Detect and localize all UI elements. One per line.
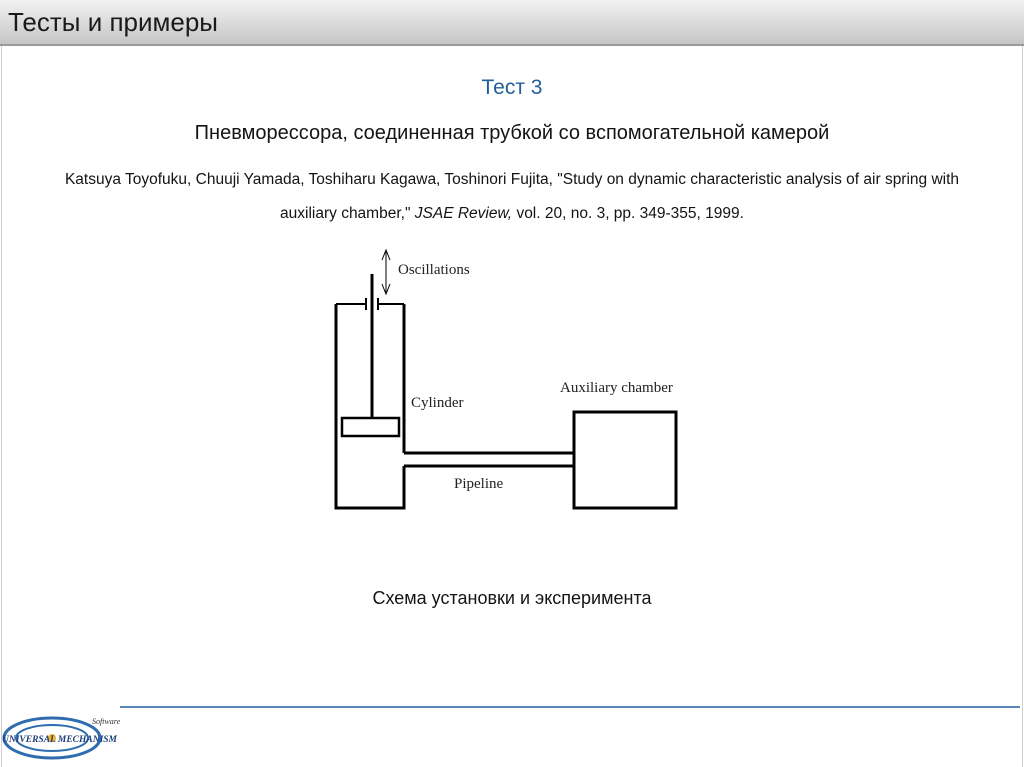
slide-header-title: Тесты и примеры bbox=[8, 7, 218, 37]
label-cylinder: Cylinder bbox=[411, 395, 464, 411]
frame-left-border bbox=[1, 46, 2, 767]
air-spring-diagram bbox=[320, 246, 720, 521]
label-auxiliary-chamber: Auxiliary chamber bbox=[560, 380, 673, 396]
slide-header bbox=[0, 0, 1024, 46]
reference-authors: Katsuya Toyofuku, Chuuji Yamada, Toshiharu Kagawa, Toshinori Fujita, "Study on dynamic characteristic analysis of air spring with auxiliary chamber," bbox=[64, 171, 960, 222]
figure-caption: Схема установки и эксперимента bbox=[372, 588, 652, 608]
logo-software-text: Software bbox=[92, 717, 121, 726]
slide-subtitle: Пневморессора, соединенная трубкой со вспомогательной камерой bbox=[194, 122, 830, 144]
cylinder-outline bbox=[336, 304, 404, 508]
test-title: Тест 3 bbox=[481, 76, 543, 99]
frame-right-border bbox=[1022, 46, 1023, 767]
piston bbox=[342, 418, 399, 436]
footer-divider bbox=[120, 706, 1020, 708]
reference-citation bbox=[40, 163, 984, 231]
label-pipeline: Pipeline bbox=[454, 476, 504, 492]
reference-journal: JSAE Review, bbox=[414, 205, 513, 222]
reference-details: vol. 20, no. 3, pp. 349-355, 1999. bbox=[516, 205, 744, 222]
universal-mechanism-logo bbox=[0, 708, 122, 766]
auxiliary-chamber bbox=[574, 412, 676, 508]
label-oscillations: Oscillations bbox=[398, 262, 470, 278]
logo-brand-text: UNIVERSAL MECHANISM bbox=[2, 735, 118, 745]
